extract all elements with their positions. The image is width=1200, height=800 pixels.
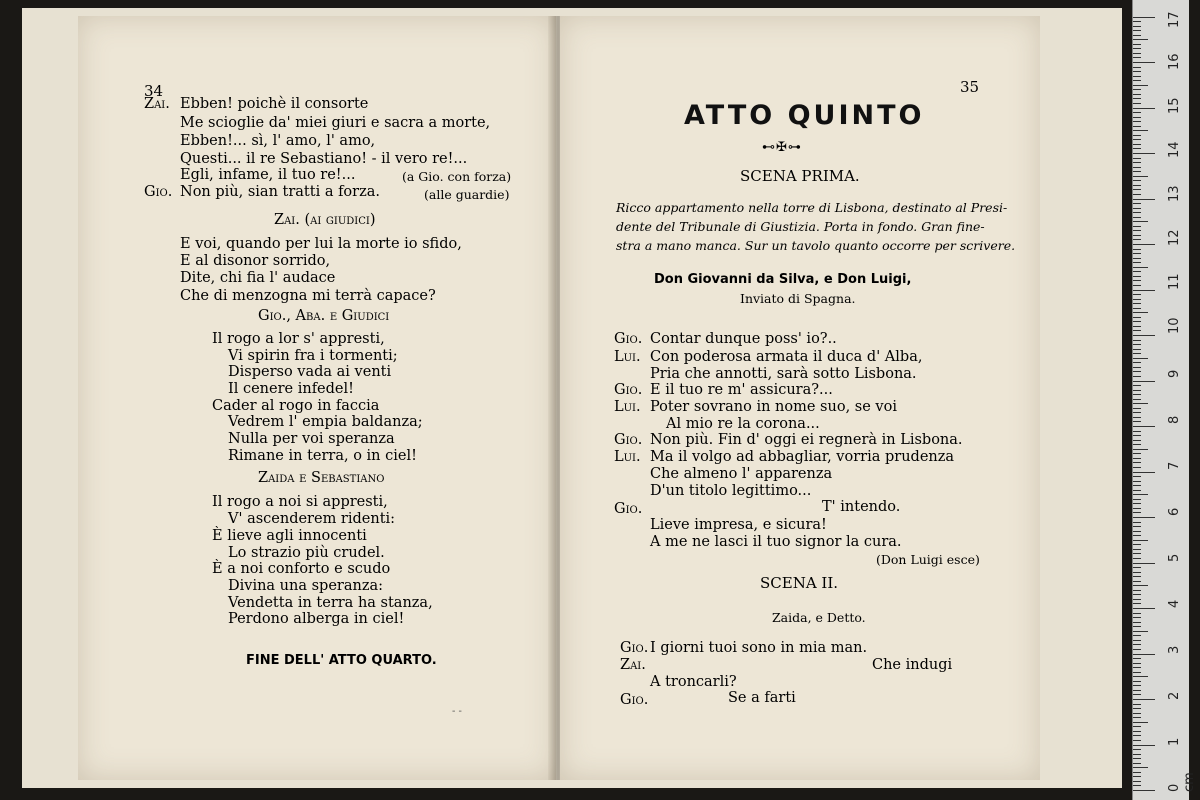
ruler-tick — [1133, 681, 1141, 682]
section-heading: Zaida e Sebastiano — [258, 470, 385, 486]
ruler-tick — [1133, 98, 1141, 99]
stage-direction-line: Ricco appartamento nella torre di Lisbona, destinato al Presi- — [616, 200, 1008, 215]
ruler-tick — [1133, 699, 1155, 700]
ruler-tick — [1133, 362, 1141, 363]
ruler-tick — [1133, 758, 1141, 759]
ruler-tick — [1133, 735, 1141, 736]
ruler-tick — [1133, 317, 1141, 318]
ruler-tick — [1133, 608, 1155, 609]
ruler-tick — [1133, 367, 1141, 368]
ruler-tick — [1133, 435, 1141, 436]
ruler-tick — [1133, 249, 1141, 250]
verse-line: È a noi conforto e scudo — [212, 561, 391, 577]
scene-heading: SCENA PRIMA. — [740, 167, 860, 185]
printer-mark: - - — [452, 706, 462, 717]
verse-line: Vi spirin fra i tormenti; — [228, 348, 398, 364]
ruler-tick — [1133, 226, 1141, 227]
ruler-tick — [1133, 403, 1148, 404]
ruler-tick — [1133, 171, 1141, 172]
ruler-tick — [1133, 117, 1141, 118]
dialogue-line: Ebben!... sì, l' amo, l' amo, — [180, 133, 376, 149]
ruler-tick — [1133, 285, 1141, 286]
ruler-tick — [1133, 189, 1141, 190]
ruler-tick — [1133, 472, 1155, 473]
ruler-label: 2 — [1167, 691, 1182, 700]
speaker-label: Zai. — [620, 657, 646, 673]
verse-line: Il cenere infedel! — [228, 381, 354, 397]
ruler-tick — [1133, 176, 1148, 177]
verse-line: Nulla per voi speranza — [228, 431, 395, 447]
verse-line: E voi, quando per lui la morte io sfido, — [180, 236, 462, 252]
speaker-label: Gio. — [614, 501, 643, 517]
act-title: ATTO QUINTO — [684, 100, 925, 131]
dialogue-line: Ebben! poichè il consorte — [180, 96, 369, 112]
measuring-ruler — [1132, 0, 1197, 800]
dialogue-line: Lieve impresa, e sicura! — [650, 517, 827, 533]
ruler-tick — [1133, 558, 1141, 559]
ruler-tick — [1133, 344, 1141, 345]
ruler-tick — [1133, 62, 1155, 63]
ruler-tick — [1133, 658, 1141, 659]
ruler-tick — [1133, 103, 1141, 104]
ruler-tick — [1133, 244, 1155, 245]
ruler-tick — [1133, 717, 1141, 718]
ruler-label: 14 — [1167, 141, 1182, 158]
ruler-tick — [1133, 353, 1141, 354]
ruler-tick — [1133, 694, 1141, 695]
ruler-tick — [1133, 663, 1141, 664]
verse-line: Il rogo a noi si appresti, — [212, 494, 388, 510]
ruler-label: 16 — [1167, 53, 1182, 70]
ruler-tick — [1133, 412, 1141, 413]
verse-line: E al disonor sorrido, — [180, 253, 331, 269]
verse-line: Vendetta in terra ha stanza, — [228, 595, 433, 611]
ruler-tick — [1133, 417, 1141, 418]
ruler-tick — [1133, 144, 1141, 145]
ruler-tick — [1133, 603, 1141, 604]
ruler-tick — [1133, 167, 1141, 168]
verse-line: Perdono alberga in ciel! — [228, 611, 405, 627]
ruler-tick — [1133, 685, 1141, 686]
ruler-tick — [1133, 745, 1155, 746]
verse-line: Che di menzogna mi terrà capace? — [180, 288, 436, 304]
ruler-tick — [1133, 148, 1141, 149]
ruler-tick — [1133, 540, 1148, 541]
ruler-tick — [1133, 85, 1148, 86]
verse-line: Vedrem l' empia baldanza; — [228, 414, 423, 430]
ruler-tick — [1133, 112, 1141, 113]
ruler-tick — [1133, 358, 1148, 359]
speaker-label: Gio. — [620, 692, 649, 708]
verse-line: Cader al rogo in faccia — [212, 398, 380, 414]
dialogue-line: Con poderosa armata il duca d' Alba, — [650, 349, 923, 365]
ruler-tick — [1133, 39, 1148, 40]
dialogue-line: Questi... il re Sebastiano! - il vero re!... — [180, 151, 468, 167]
ruler-tick — [1133, 421, 1141, 422]
ruler-tick — [1133, 676, 1148, 677]
dialogue-line: Se a farti — [728, 690, 796, 706]
ruler-tick — [1133, 276, 1141, 277]
ruler-tick — [1133, 290, 1155, 291]
ruler-tick — [1133, 599, 1141, 600]
ruler-tick — [1133, 549, 1141, 550]
ruler-tick — [1133, 71, 1141, 72]
ruler-tick — [1133, 121, 1141, 122]
ruler-label: 6 — [1167, 507, 1182, 516]
ruler-tick — [1133, 340, 1141, 341]
ruler-label: 15 — [1167, 97, 1182, 114]
ruler-label: 11 — [1167, 273, 1182, 290]
ruler-tick — [1133, 381, 1155, 382]
ruler-tick — [1133, 44, 1141, 45]
ruler-tick — [1133, 631, 1148, 632]
ruler-tick — [1133, 21, 1141, 22]
ruler-tick — [1133, 535, 1141, 536]
ruler-tick — [1133, 649, 1141, 650]
verse-line: Dite, chi fia l' audace — [180, 270, 336, 286]
right-page-number: 35 — [960, 78, 980, 96]
ruler-tick — [1133, 567, 1141, 568]
ruler-label: 1 — [1167, 737, 1182, 746]
ruler-tick — [1133, 481, 1141, 482]
ruler-tick — [1133, 640, 1141, 641]
ruler-tick — [1133, 312, 1148, 313]
ruler-tick — [1133, 199, 1155, 200]
speaker-label: Lui. — [614, 349, 641, 365]
ruler-tick — [1133, 130, 1148, 131]
ruler-tick — [1133, 253, 1141, 254]
ruler-tick — [1133, 94, 1141, 95]
stage-direction-line: dente del Tribunale di Giustizia. Porta in fondo. Gran fine- — [616, 219, 985, 234]
ruler-tick — [1133, 576, 1141, 577]
dialogue-line: A me ne lasci il tuo signor la cura. — [650, 534, 902, 550]
scene-heading: SCENA II. — [760, 574, 839, 592]
ruler-tick — [1133, 89, 1141, 90]
ruler-tick — [1133, 726, 1141, 727]
ruler-tick — [1133, 262, 1141, 263]
ruler-tick — [1133, 462, 1141, 463]
ruler-tick — [1133, 330, 1141, 331]
ruler-tick — [1133, 153, 1155, 154]
ruler-tick — [1133, 349, 1141, 350]
characters-line: Zaida, e Detto. — [772, 610, 866, 625]
ruler-tick — [1133, 667, 1141, 668]
ruler-tick — [1133, 212, 1141, 213]
ruler-tick — [1133, 526, 1141, 527]
ruler-tick — [1133, 53, 1141, 54]
dialogue-line: Me scioglie da' miei giuri e sacra a morte, — [180, 115, 491, 131]
verse-line: È lieve agli innocenti — [212, 528, 367, 544]
ruler-label: 7 — [1167, 461, 1182, 470]
speaker-label: Gio. — [614, 382, 643, 398]
ruler-tick — [1133, 731, 1141, 732]
speaker-label: Gio. — [144, 184, 173, 200]
ruler-tick — [1133, 708, 1141, 709]
ruler-tick — [1133, 158, 1141, 159]
ruler-tick — [1133, 490, 1141, 491]
speaker-label: Lui. — [614, 399, 641, 415]
ruler-tick — [1133, 572, 1141, 573]
ruler-tick — [1133, 617, 1141, 618]
ruler-tick — [1133, 180, 1141, 181]
dialogue-line: Non più. Fin d' oggi ei regnerà in Lisbona. — [650, 432, 963, 448]
ruler-tick — [1133, 690, 1141, 691]
ruler-tick — [1133, 294, 1141, 295]
ruler-label: 4 — [1167, 599, 1182, 608]
section-heading: Zai. (ai giudici) — [274, 212, 376, 228]
dialogue-line: A troncarli? — [650, 674, 737, 690]
dialogue-line: Che almeno l' apparenza — [650, 466, 833, 482]
ruler-tick — [1133, 326, 1141, 327]
verse-line: Il rogo a lor s' appresti, — [212, 331, 385, 347]
ruler-tick — [1133, 385, 1141, 386]
ruler-tick — [1133, 494, 1148, 495]
ruler-tick — [1133, 239, 1141, 240]
ruler-tick — [1133, 17, 1155, 18]
stage-direction-line: stra a mano manca. Sur un tavolo quanto occorre per scrivere. — [616, 238, 1016, 253]
ruler-tick — [1133, 299, 1141, 300]
ruler-tick — [1133, 208, 1141, 209]
ruler-tick — [1133, 544, 1141, 545]
verse-line: V' ascenderem ridenti: — [228, 511, 396, 527]
ruler-tick — [1133, 371, 1141, 372]
ruler-tick — [1133, 194, 1141, 195]
ruler-tick — [1133, 740, 1141, 741]
ruler-tick — [1133, 594, 1141, 595]
ruler-tick — [1133, 704, 1141, 705]
ruler-label: 5 — [1167, 553, 1182, 562]
ruler-label: 13 — [1167, 185, 1182, 202]
ruler-label: 17 — [1167, 11, 1182, 28]
ruler-tick — [1133, 790, 1155, 791]
ruler-tick — [1133, 271, 1141, 272]
ruler-tick — [1133, 203, 1141, 204]
dialogue-line: I giorni tuoi sono in mia man. — [650, 640, 868, 656]
ruler-tick — [1133, 35, 1141, 36]
ruler-tick — [1133, 785, 1141, 786]
ruler-tick — [1133, 258, 1141, 259]
ruler-tick — [1133, 581, 1141, 582]
speaker-label: Zai. — [144, 96, 170, 112]
ruler-tick — [1133, 108, 1155, 109]
ruler-tick — [1133, 531, 1141, 532]
ruler-tick — [1133, 563, 1155, 564]
ruler-tick — [1133, 522, 1141, 523]
ruler-tick — [1133, 644, 1141, 645]
dialogue-line: Egli, infame, il tuo re!... — [180, 167, 356, 183]
ruler-tick — [1133, 399, 1141, 400]
ruler-tick — [1133, 394, 1141, 395]
ruler-tick — [1133, 767, 1148, 768]
ruler-tick — [1133, 139, 1141, 140]
ruler-tick — [1133, 376, 1141, 377]
ruler-tick — [1133, 499, 1141, 500]
ruler-tick — [1133, 48, 1141, 49]
ruler-tick — [1133, 230, 1141, 231]
ruler-tick — [1133, 390, 1141, 391]
ruler-tick — [1133, 781, 1141, 782]
speaker-label: Gio. — [620, 640, 649, 656]
ruler-tick — [1133, 440, 1141, 441]
ruler-tick — [1133, 280, 1141, 281]
ruler-label: 12 — [1167, 229, 1182, 246]
ruler-tick — [1133, 335, 1155, 336]
dialogue-line: Al mio re la corona... — [666, 416, 820, 432]
ruler-tick — [1133, 26, 1141, 27]
characters-line: Don Giovanni da Silva, e Don Luigi, — [654, 272, 912, 287]
ruler-tick — [1133, 754, 1141, 755]
ruler-tick — [1133, 408, 1141, 409]
ruler-tick — [1133, 553, 1141, 554]
ruler-tick — [1133, 458, 1141, 459]
ruler-tick — [1133, 476, 1141, 477]
dialogue-line: Non più, sian tratti a forza. — [180, 184, 380, 200]
ruler-tick — [1133, 57, 1141, 58]
dialogue-line: Pria che annotti, sarà sotto Lisbona. — [650, 366, 917, 382]
ruler-tick — [1133, 622, 1141, 623]
ruler-tick — [1133, 749, 1141, 750]
ruler-tick — [1133, 626, 1141, 627]
ruler-tick — [1133, 503, 1141, 504]
ruler-tick — [1133, 444, 1141, 445]
ruler-tick — [1133, 776, 1141, 777]
ruler-tick — [1133, 713, 1141, 714]
characters-subline: Inviato di Spagna. — [740, 291, 856, 306]
stage-aside: (a Gio. con forza) — [402, 169, 512, 184]
dialogue-line: Poter sovrano in nome suo, se voi — [650, 399, 897, 415]
dialogue-line: Ma il volgo ad abbagliar, vorria prudenza — [650, 449, 955, 465]
ruler-tick — [1133, 76, 1141, 77]
speaker-label: Lui. — [614, 449, 641, 465]
ruler-label: 8 — [1167, 415, 1182, 424]
ruler-tick — [1133, 162, 1141, 163]
speaker-label: Gio. — [614, 432, 643, 448]
ruler-tick — [1133, 30, 1141, 31]
end-of-act-note: FINE DELL' ATTO QUARTO. — [246, 653, 437, 668]
speaker-label: Gio. — [614, 331, 643, 347]
ruler-tick — [1133, 426, 1155, 427]
ornament-divider: ⊷✠⊶ — [762, 140, 802, 155]
ruler-tick — [1133, 772, 1141, 773]
ruler-tick — [1133, 135, 1141, 136]
ruler-tick — [1133, 453, 1141, 454]
ruler-tick — [1133, 512, 1141, 513]
ruler-tick — [1133, 126, 1141, 127]
ruler-tick — [1133, 308, 1141, 309]
ruler-tick — [1133, 508, 1141, 509]
ruler-tick — [1133, 485, 1141, 486]
ruler-tick — [1133, 217, 1141, 218]
ruler-tick — [1133, 613, 1141, 614]
dialogue-line: T' intendo. — [822, 499, 901, 515]
ruler-tick — [1133, 303, 1141, 304]
ruler-label: 9 — [1167, 369, 1182, 378]
stage-aside: (Don Luigi esce) — [876, 552, 980, 567]
ruler-tick — [1133, 321, 1141, 322]
ruler-tick — [1133, 431, 1141, 432]
ruler-tick — [1133, 517, 1155, 518]
dialogue-line: D'un titolo legittimo... — [650, 483, 812, 499]
ruler-tick — [1133, 672, 1141, 673]
dialogue-line: Che indugi — [872, 657, 953, 673]
ruler-tick — [1133, 235, 1141, 236]
section-heading: Gio., Aba. e Giudici — [258, 308, 390, 324]
ruler-tick — [1133, 467, 1141, 468]
left-page-number: 34 — [144, 82, 164, 100]
verse-line: Disperso vada ai venti — [228, 364, 392, 380]
ruler-tick — [1133, 449, 1148, 450]
ruler-tick — [1133, 221, 1148, 222]
ruler-tick — [1133, 185, 1141, 186]
ruler-tick — [1133, 80, 1141, 81]
ruler-tick — [1133, 585, 1148, 586]
ruler-tick — [1133, 722, 1148, 723]
verse-line: Rimane in terra, o in ciel! — [228, 448, 417, 464]
ruler-unit-label: 0 cm — [1167, 772, 1197, 792]
ruler-tick — [1133, 654, 1155, 655]
ruler-tick — [1133, 635, 1141, 636]
verse-line: Divina una speranza: — [228, 578, 384, 594]
verse-line: Lo strazio più crudel. — [228, 545, 385, 561]
dialogue-line: E il tuo re m' assicura?... — [650, 382, 833, 398]
stage-aside: (alle guardie) — [424, 187, 510, 202]
ruler-label: 3 — [1167, 645, 1182, 654]
ruler-tick — [1133, 763, 1141, 764]
ruler-tick — [1133, 590, 1141, 591]
ruler-tick — [1133, 67, 1141, 68]
ruler-label: 10 — [1167, 317, 1182, 334]
ruler-tick — [1133, 267, 1148, 268]
dialogue-line: Contar dunque poss' io?.. — [650, 331, 837, 347]
